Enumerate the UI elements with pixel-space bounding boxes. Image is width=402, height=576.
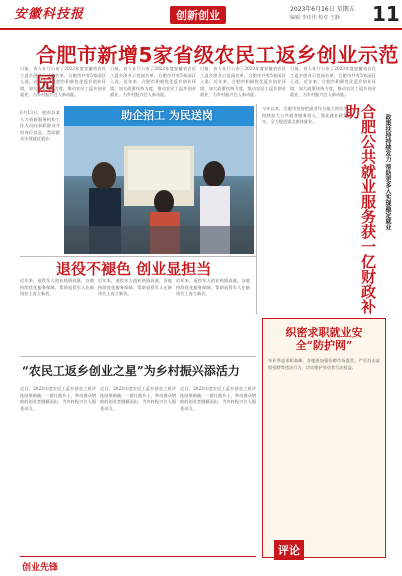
lead-body-col2: 日前，省人社厅公布了2023年度安徽省农民工返乡创业示范园名单，合肥市共有5家园区入选。近年来，合肥市积极优化返乡创业环境，加大政策扶持力度，推动农民工返乡创业就业，为乡村振兴注入新动能。 [110,66,196,98]
lead-body-col3: 日前，省人社厅公布了2023年度安徽省农民工返乡创业示范园名单，合肥市共有5家园区入选。近年来，合肥市积极优化返乡创业环境，加大政策扶持力度，推动农民工返乡创业就业，为乡村振兴注入新动能。 [200,66,286,98]
paper-name: 安徽科技报 [14,7,85,22]
issue-date: 2023年6月16日 星期五 [290,6,355,13]
editor-credit: 编辑 李佳伟 校对 王静 [290,15,340,21]
section-tag: 创新创业 [170,6,226,24]
commentary-title: 织密求职就业安全“防护网” [285,326,363,352]
lead-body-col4: 日前，省人社厅公布了2023年度安徽省农民工返乡创业示范园名单，合肥市共有5家园区入选。近年来，合肥市积极优化返乡创业环境，加大政策扶持力度，推动农民工返乡创业就业，为乡村振兴注入新动能。 [290,66,376,98]
story3-body-col1: 近日，2023年度农民工返乡创业之星评选结果揭晓，一批扎根乡土、带动群众增收的创业者脱颖而出，为乡村振兴注入强劲动力。 [20,386,96,411]
lead-headline: 合肥市新增5家省级农民工返乡创业示范园 [36,43,399,96]
column-divider [256,104,257,314]
story3-body-col3: 近日，2023年度农民工返乡创业之星评选结果揭晓，一批扎根乡土、带动群众增收的创业者脱颖而出，为乡村振兴注入强劲动力。 [180,386,256,411]
lead-body-col1: 日前，省人社厅公布了2023年度安徽省农民工返乡创业示范园名单，合肥市共有5家园区入选。近年来，合肥市积极优化返乡创业环境，加大政策扶持力度，推动农民工返乡创业就业，为乡村振兴注入新动能。 [20,66,106,98]
story2-body-col1: 近年来，退役军人创业热情高涨，各地持续优化服务保障，帮助退役军人在新岗位上再立新功。 [20,278,94,297]
commentary-body: 毕业季是求职高峰，各地要加强招聘市场监管，严厉打击虚假招聘等违法行为，切实维护劳动者合法权益。 [268,358,380,370]
page-number: 11 [372,2,400,26]
story3-headline: “农民工返乡创业之星”为乡村振兴添活力 [22,364,240,378]
right-headline: 合肥公共就业服务获一亿财政补助 [343,104,377,314]
footer-rule [20,556,256,557]
story2-body-col2: 近年来，退役军人创业热情高涨，各地持续优化服务保障，帮助退役军人在新岗位上再立新功。 [98,278,172,297]
story3-body-col2: 近日，2023年度农民工返乡创业之星评选结果揭晓，一批扎根乡土、带动群众增收的创业者脱颖而出，为乡村振兴注入强劲动力。 [100,386,176,411]
photo-scene-illustration [64,106,254,254]
section-divider [20,256,256,257]
photo-caption: 6月13日，肥东县某人力资源服务机构工作人员向求职群众介绍岗位信息，帮助群众实现就近就业。 [20,110,60,142]
jobfair-photo [64,106,254,254]
photo-banner: 助企招工 为民送岗 [121,109,213,122]
right-subhead: 政策扶持持续发力 帮助更多人实现稳定就业 [384,114,391,231]
commentary-label: 评论 [274,540,304,560]
story2-headline: 退役不褪色 创业显担当 [56,260,212,278]
section-divider-2 [20,356,256,357]
right-body: 今年以来，合肥市坚持把就业作为最大的民生，持续加大公共就业服务投入，强化就业政策落实，全力促进重点群体就业。 [262,106,352,125]
footer-column-tag: 创业先锋 [22,563,59,573]
story2-body-col3: 近年来，退役军人创业热情高涨，各地持续优化服务保障，帮助退役军人在新岗位上再立新功。 [176,278,250,297]
